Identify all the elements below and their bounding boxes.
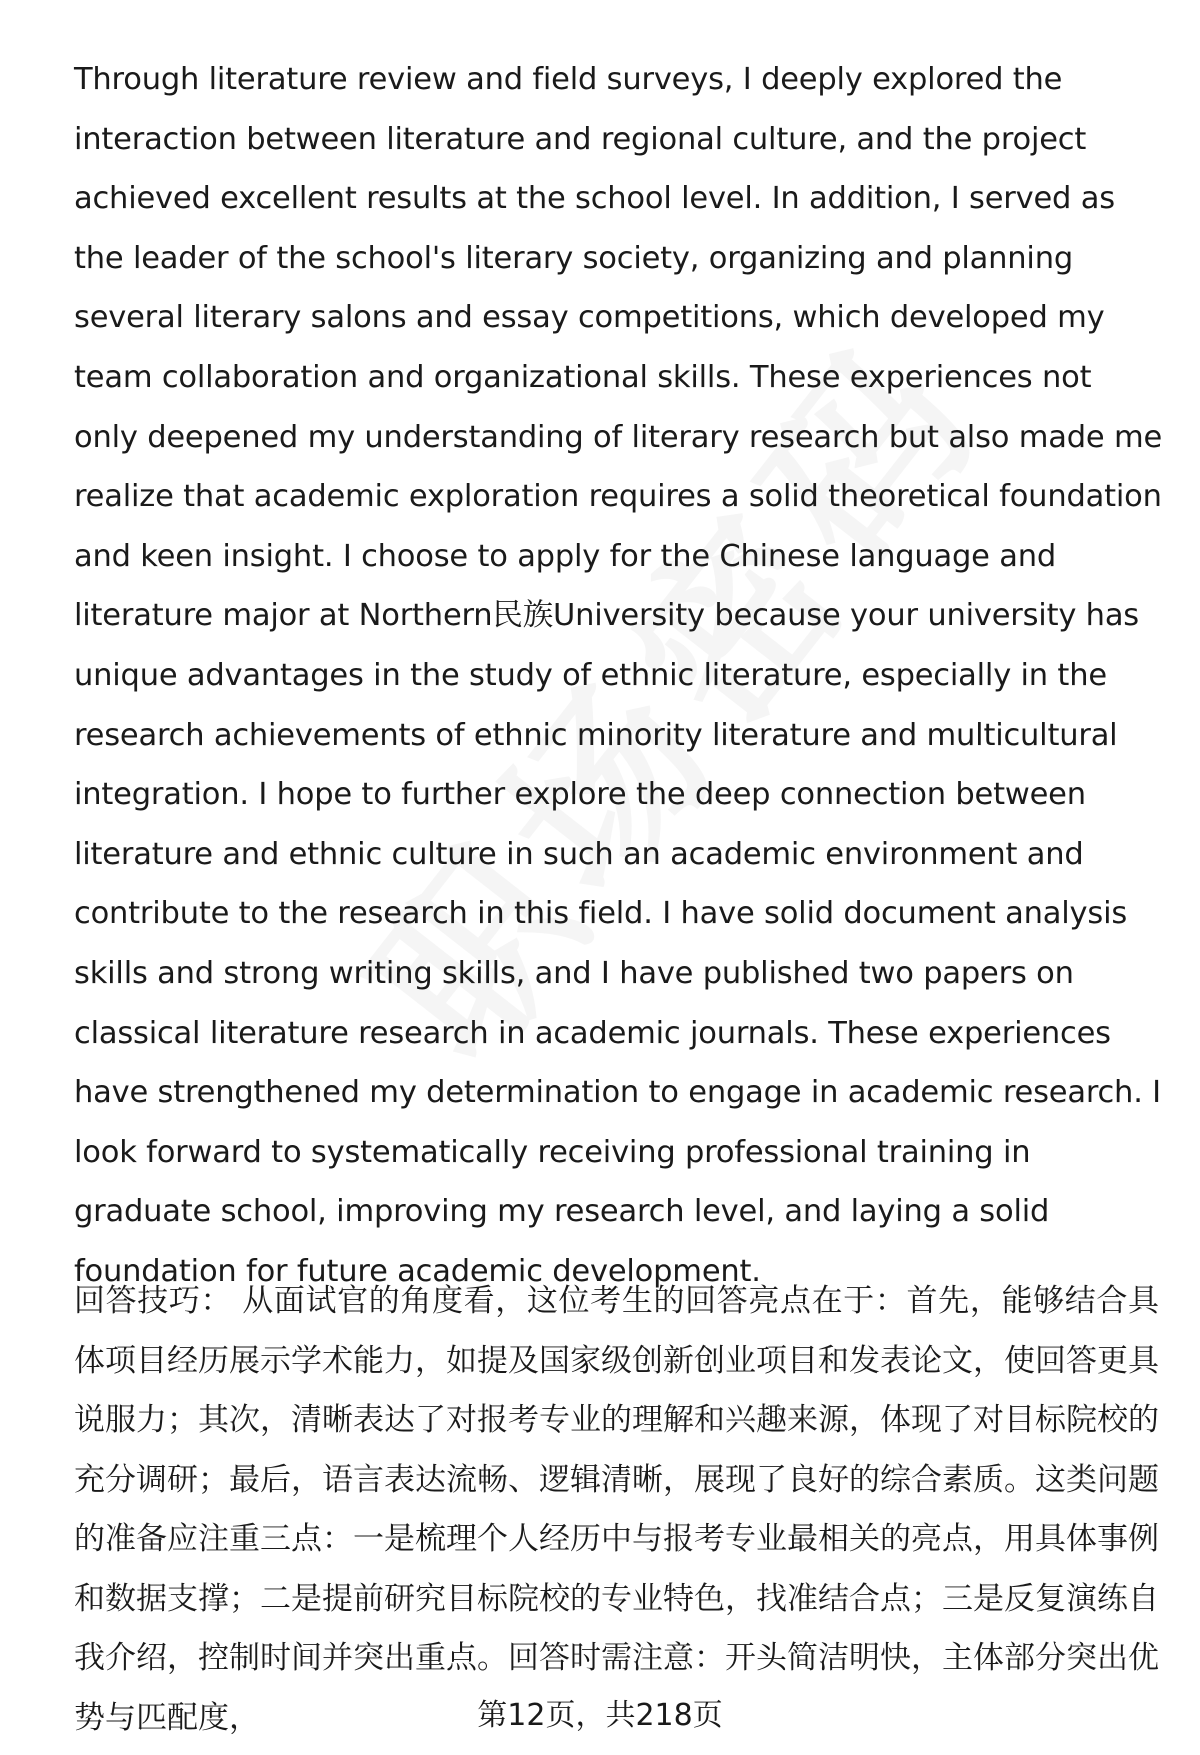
answer-tips-content: 从面试官的角度看，这位考生的回答亮点在于：首先，能够结合具体项目经历展示学术能力，如提及国家级创新创业项目和发表论文，使回答更具说服力；其次，清晰表达了对报考专业的理解和兴趣来源，体现了对目标院校的充分调研；最后，语言表达流畅、逻辑清晰，展现了良好的综合素质。这类问题的准备应注重三点：一是梳理个人经历中与报考专业最相关的亮点，用具体事例和数据支撑；二是提前研究目标院校的专业特色，找准结合点；三是反复演练自我介绍，控制时间并突出重点。回答时需注意：开头简洁明快，主体部分突出优势与匹配度， [74, 1283, 1160, 1736]
answer-tips-paragraph [74, 1272, 1159, 1748]
body-paragraph: Through literature review and field surveys, I deeply explored the interaction between literature and regional culture, and the project achieved excellent results at the school level. In addition, I served as the leader of the school's literary society, organizing and planning several literary salons and essay competitions, which developed my team collaboration and organizational skills. These experiences not only deepened my understanding of literary research but also made me realize that academic exploration requires a solid theoretical foundation and keen insight. I choose to apply for the Chinese language and literature major at Northern民族University because your university has unique advantages in the study of ethnic literature, especially in the research achievements of ethnic minority literature and multicultural integration. I hope to further explore the deep connection between literature and ethnic culture in such an academic environment and contribute to the research in this field. I have solid document analysis skills and strong writing skills, and I have published two papers on classical literature research in academic journals. These experiences have strengthened my determination to engage in academic research. I look forward to systematically receiving professional training in graduate school, improving my research level, and laying a solid foundation for future academic development. [74, 62, 1163, 1289]
answer-tips-label: 回答技巧： [74, 1283, 233, 1319]
page-footer: 第12页，共218页 [477, 1698, 723, 1733]
